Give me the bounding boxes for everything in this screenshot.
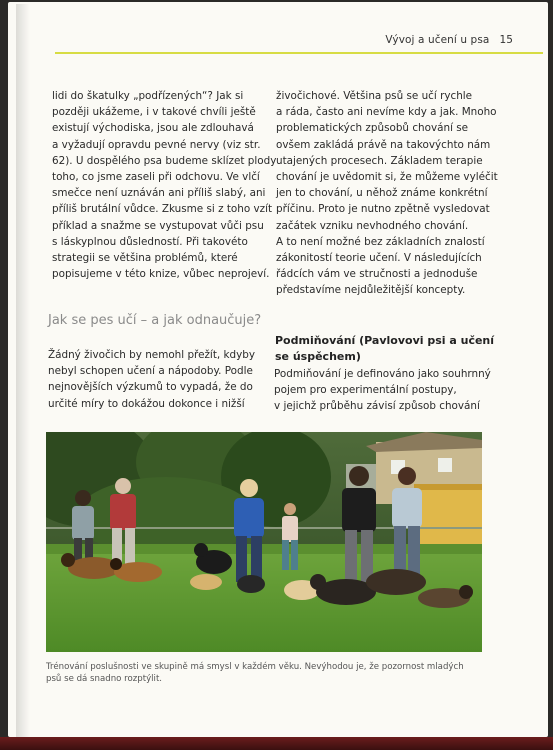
text-line: pojem pro experimentální postupy,	[274, 384, 457, 397]
text-line: příčinu. Proto je nutno zpětně vysledovat	[276, 203, 490, 216]
right-column-text	[276, 88, 498, 299]
book-edge	[0, 737, 553, 750]
photo-caption	[46, 661, 464, 685]
text-line: a vyžadují opravdu pevné nervy (viz str.	[52, 138, 261, 151]
text-line: existují východiska, jsou ale zdlouhavá	[52, 122, 254, 135]
subheading	[275, 333, 494, 365]
text-line: A to není možné bez základních znalostí	[276, 235, 485, 248]
text-line: představíme nejdůležitější koncepty.	[276, 284, 466, 297]
text-line: Žádný živočich by nemohl přežít, kdyby	[48, 349, 256, 361]
text-line: chování je uvědomit si, že můžeme vyléčit	[276, 171, 498, 184]
text-line: 62). U dospělého psa budeme sklízet plody	[52, 154, 277, 167]
text-line: příliš brutální vůdce. Zkusme si z toho vzít	[52, 203, 273, 216]
header-rule	[55, 52, 543, 54]
text-line: v jejichž průběhu závisí způsob chování	[274, 400, 480, 413]
section-text	[48, 347, 258, 412]
text-line: živočichové. Většina psů se učí rychle	[276, 90, 473, 102]
subheading-line: Podmiňování (Pavlovovi psi a učení	[275, 334, 495, 347]
text-line: určité míry to dokážou dokonce i nižší	[48, 397, 245, 410]
text-line: utajených procesech. Základem terapie	[276, 154, 483, 167]
subheading-line: se úspěchem)	[275, 350, 361, 363]
text-line: zákonitostí teorie učení. V následujících	[276, 252, 482, 265]
text-line: strategii se většina problémů, které	[52, 252, 238, 265]
gutter-shadow	[16, 4, 30, 739]
text-line: problematických způsobů chování se	[276, 122, 469, 135]
text-line: nebyl schopen učení a nápodoby. Podle	[48, 365, 253, 378]
caption-line: psů se dá snadno rozptýlit.	[46, 674, 163, 684]
text-line: a ráda, často ani nevíme kdy a jak. Mnoho	[276, 106, 497, 119]
text-line: popisujeme v této knize, vůbec neprojeví.	[52, 268, 270, 281]
text-line: s láskyplnou důsledností. Při takovéto	[52, 235, 248, 248]
caption-line: Trénování poslušnosti ve skupině má smysl v každém věku. Nevýhodou je, že pozornost mladých	[46, 662, 464, 672]
text-line: ovšem zakládá právě na takovýchto nám	[276, 138, 491, 151]
left-column-text	[52, 88, 277, 282]
text-line: smečce není uznáván ani příliš slabý, ani	[52, 187, 266, 200]
photo-dog-training-group	[46, 432, 482, 652]
running-head-title: Vývoj a učení u psa	[385, 34, 490, 46]
text-line: toho, co jsme zaseli při odchovu. Ve vlčí	[52, 171, 260, 184]
page-number: 15	[499, 34, 513, 46]
text-line: lidi do škatulky „podřízených“? Jak si	[52, 90, 244, 102]
section-heading: Jak se pes učí – a jak odnaučuje?	[48, 313, 262, 328]
text-line: začátek vzniku nevhodného chování.	[276, 219, 469, 232]
text-line: řádcích vám ve stručnosti a jednoduše	[276, 268, 478, 281]
text-line: jen to chování, u něhož známe konkrétní	[276, 187, 488, 200]
running-head	[385, 34, 513, 46]
text-line: příklad a snažme se vystupovat vůči psu	[52, 219, 264, 232]
text-line: později ukážeme, i v takové chvíli ještě	[52, 106, 256, 119]
text-line: nejnovějších výzkumů to vypadá, že do	[48, 381, 253, 394]
subsection-text	[274, 366, 489, 415]
text-line: Podmiňování je definováno jako souhrnný	[274, 368, 491, 380]
